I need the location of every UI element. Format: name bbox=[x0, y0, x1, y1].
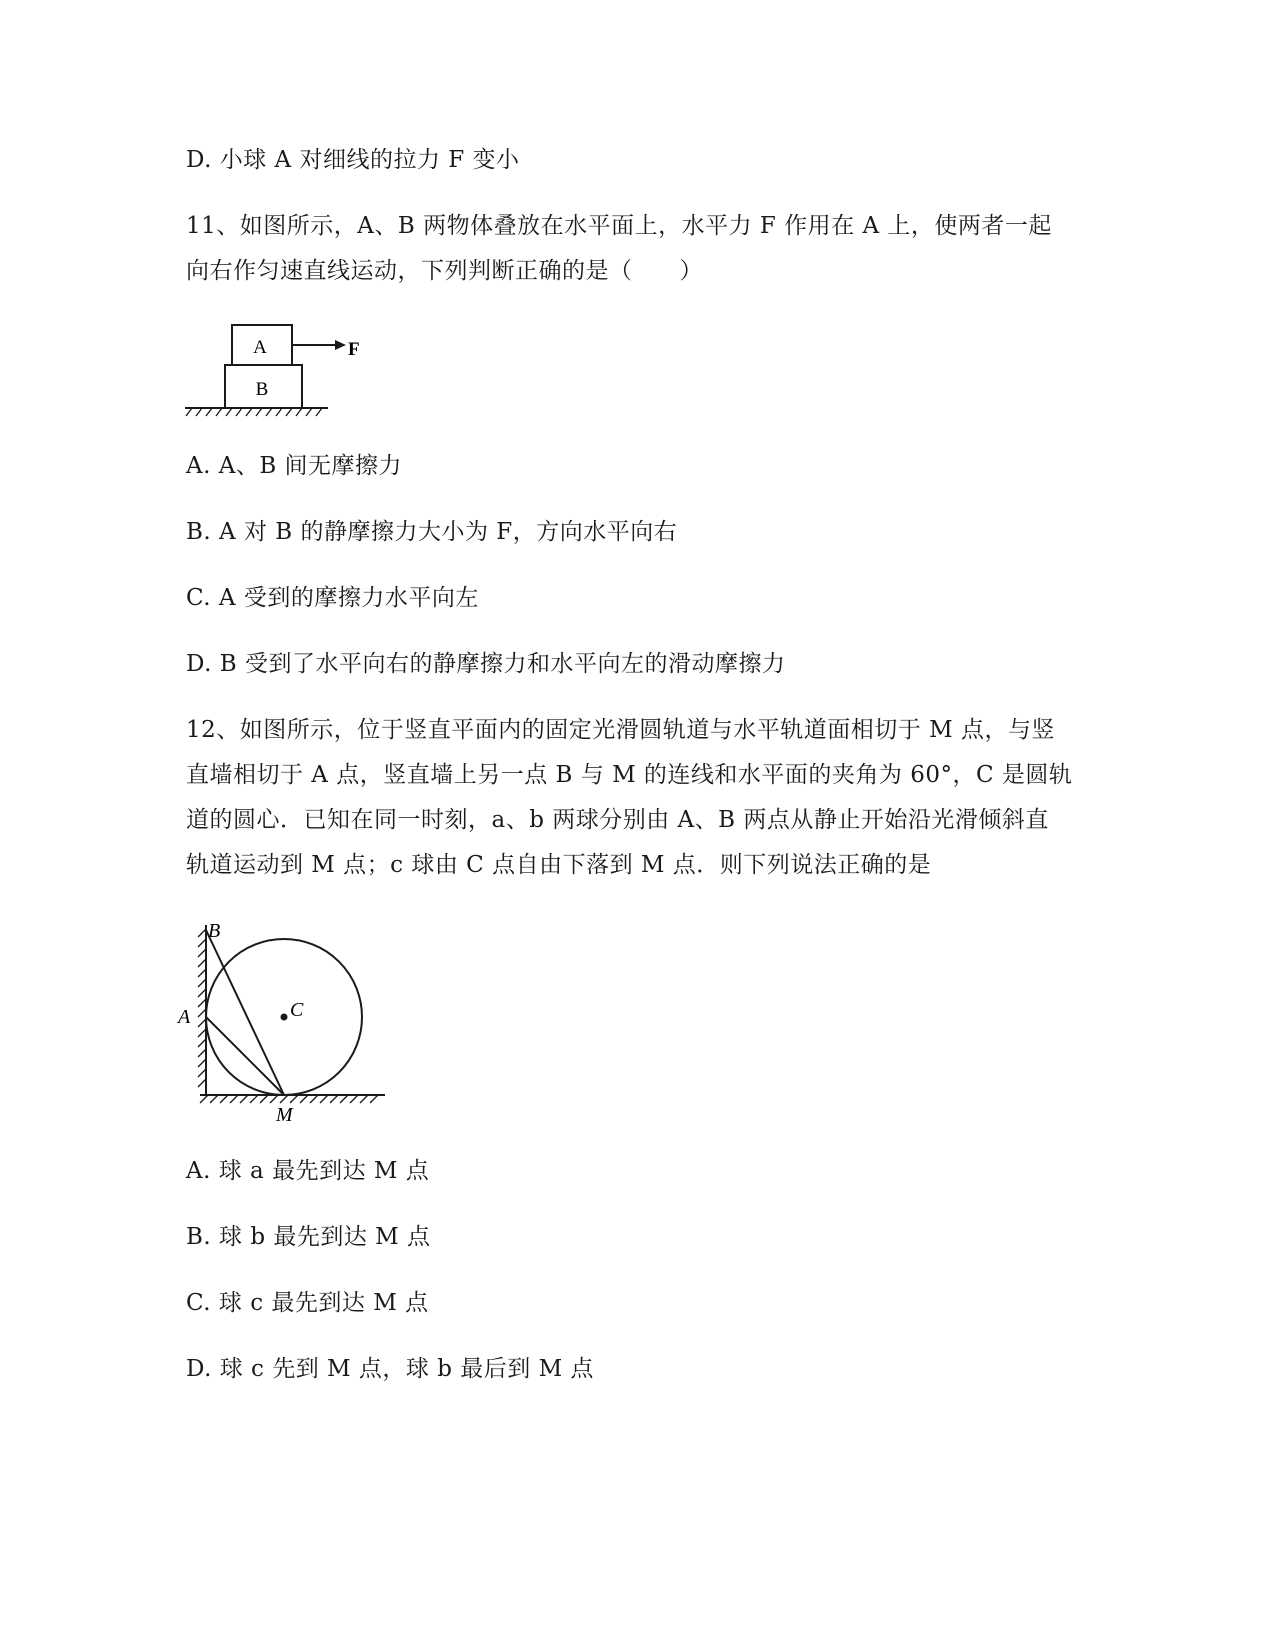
q12-option-a: A. 球 a 最先到达 M 点 bbox=[186, 1158, 430, 1184]
q10-option-d: D. 小球 A 对细线的拉力 F 变小 bbox=[186, 147, 520, 173]
q12-stem-line-4: 轨道运动到 M 点；c 球由 C 点自由下落到 M 点．则下列说法正确的是 bbox=[186, 852, 932, 878]
q11-figure-blocks bbox=[180, 315, 380, 420]
force-label: F bbox=[348, 339, 360, 360]
q12-stem-line-2: 直墙相切于 A 点，竖直墙上另一点 B 与 M 的连线和水平面的夹角为 60°，C 是圆轨 bbox=[186, 762, 1073, 788]
q11-option-c: C. A 受到的摩擦力水平向左 bbox=[186, 585, 479, 611]
incline-am bbox=[206, 1017, 284, 1095]
label-a: A bbox=[178, 1006, 191, 1028]
q12-option-d: D. 球 c 先到 M 点，球 b 最后到 M 点 bbox=[186, 1356, 594, 1382]
label-c: C bbox=[290, 999, 304, 1021]
q11-stem-line-1: 11、如图所示，A、B 两物体叠放在水平面上，水平力 F 作用在 A 上，使两者一起 bbox=[186, 213, 1052, 239]
wall-hatching bbox=[198, 929, 206, 1087]
track-hatching bbox=[200, 1095, 378, 1103]
incline-bm bbox=[206, 930, 284, 1095]
label-m: M bbox=[276, 1104, 293, 1126]
center-point-c bbox=[281, 1014, 288, 1021]
q11-option-a: A. A、B 间无摩擦力 bbox=[186, 453, 403, 479]
force-arrowhead bbox=[335, 340, 346, 350]
q11-stem-line-2: 向右作匀速直线运动，下列判断正确的是（ ） bbox=[186, 258, 703, 284]
q11-option-d: D. B 受到了水平向右的静摩擦力和水平向左的滑动摩擦力 bbox=[186, 651, 786, 677]
block-a-label: A bbox=[253, 337, 267, 358]
q12-stem-line-1: 12、如图所示，位于竖直平面内的固定光滑圆轨道与水平轨道面相切于 M 点，与竖 bbox=[186, 717, 1055, 743]
q12-option-b: B. 球 b 最先到达 M 点 bbox=[186, 1224, 431, 1250]
q11-option-b: B. A 对 B 的静摩擦力大小为 F，方向水平向右 bbox=[186, 519, 678, 545]
q12-figure-circle-track bbox=[170, 915, 400, 1130]
q12-option-c: C. 球 c 最先到达 M 点 bbox=[186, 1290, 429, 1316]
ground-hatching bbox=[186, 408, 322, 416]
block-b-label: B bbox=[255, 379, 269, 400]
q12-stem-line-3: 道的圆心．已知在同一时刻，a、b 两球分别由 A、B 两点从静止开始沿光滑倾斜直 bbox=[186, 807, 1049, 833]
label-b: B bbox=[208, 920, 221, 942]
